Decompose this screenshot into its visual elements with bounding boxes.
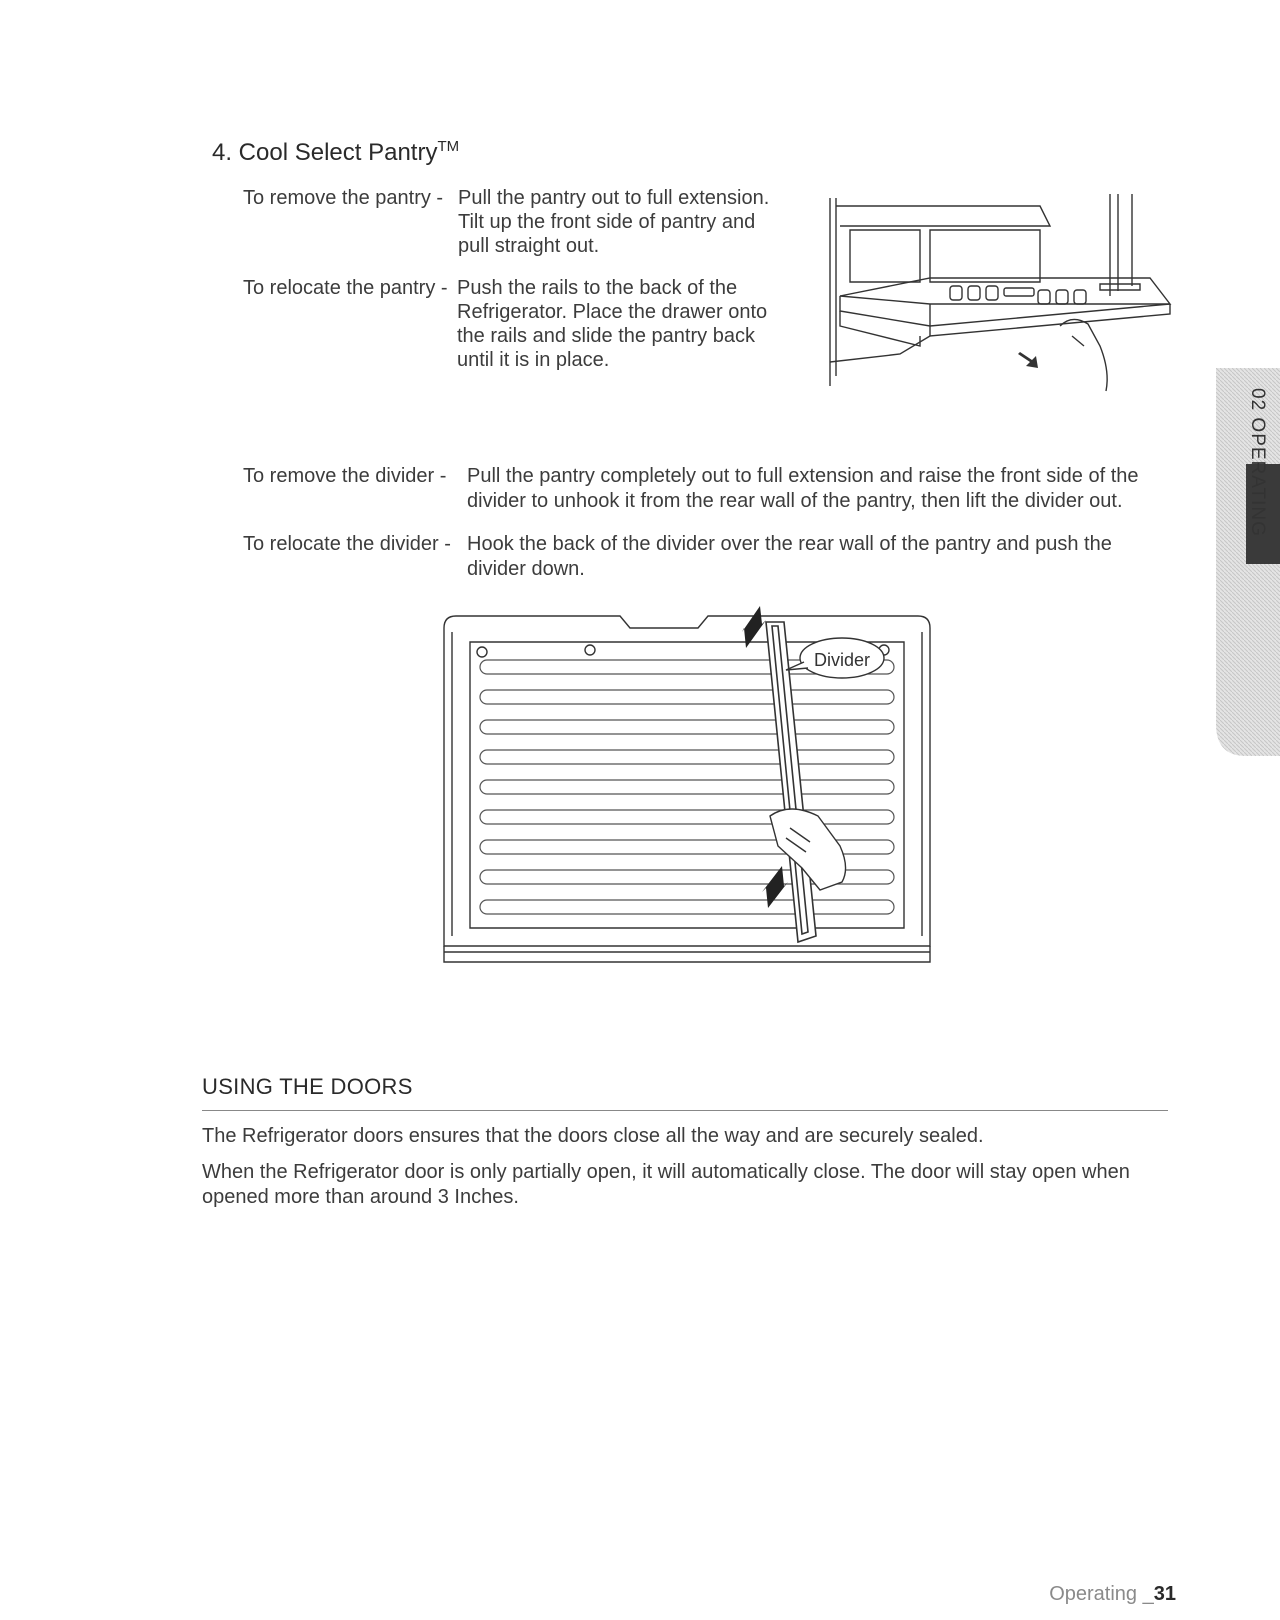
chapter-tab-label: 02 OPERATING (1247, 388, 1268, 537)
remove-divider-line: Pull the pantry completely out to full extension and raise the front side of the (467, 465, 1139, 487)
relocate-pantry-label: To relocate the pantry - (243, 277, 448, 299)
doors-paragraph-2: When the Refrigerator door is only partially open, it will automatically close. The door will stay open when opened more than around 3 Inches. (202, 1161, 1130, 1208)
relocate-pantry-line: until it is in place. (457, 349, 610, 371)
relocate-pantry-line: Push the rails to the back of the (457, 277, 738, 299)
footer-separator: _ (1137, 1583, 1154, 1605)
page-footer (1049, 1583, 1176, 1606)
relocate-pantry-line: the rails and slide the pantry back (457, 325, 755, 347)
remove-divider-line: divider to unhook it from the rear wall of the pantry, then lift the divider out. (467, 490, 1123, 512)
remove-divider-label: To remove the divider - (243, 465, 447, 487)
page-number: 31 (1153, 1583, 1176, 1605)
heading-rule (202, 1110, 1168, 1111)
relocate-divider-label: To relocate the divider - (243, 533, 451, 555)
remove-pantry-line: Tilt up the front side of pantry and (458, 211, 756, 233)
footer-section: Operating (1049, 1583, 1138, 1605)
using-doors-heading: USING THE DOORS (202, 1074, 413, 1099)
pantry-drawer-illustration (810, 186, 1180, 398)
divider-illustration (430, 606, 950, 986)
remove-pantry-line: Pull the pantry out to full extension. (458, 187, 770, 209)
divider-callout-label: Divider (813, 650, 871, 670)
doors-paragraph-1: The Refrigerator doors ensures that the doors close all the way and are securely sealed. (202, 1125, 984, 1147)
relocate-divider-line: Hook the back of the divider over the rear wall of the pantry and push the (467, 533, 1112, 555)
section-title: 4. Cool Select Pantry™ (212, 138, 460, 166)
relocate-divider-line: divider down. (467, 558, 585, 580)
remove-pantry-line: pull straight out. (458, 235, 600, 257)
relocate-pantry-line: Refrigerator. Place the drawer onto (457, 301, 768, 323)
chapter-side-tab (1216, 368, 1280, 756)
trademark-symbol: TM (437, 138, 460, 155)
remove-pantry-label: To remove the pantry - (243, 187, 444, 209)
